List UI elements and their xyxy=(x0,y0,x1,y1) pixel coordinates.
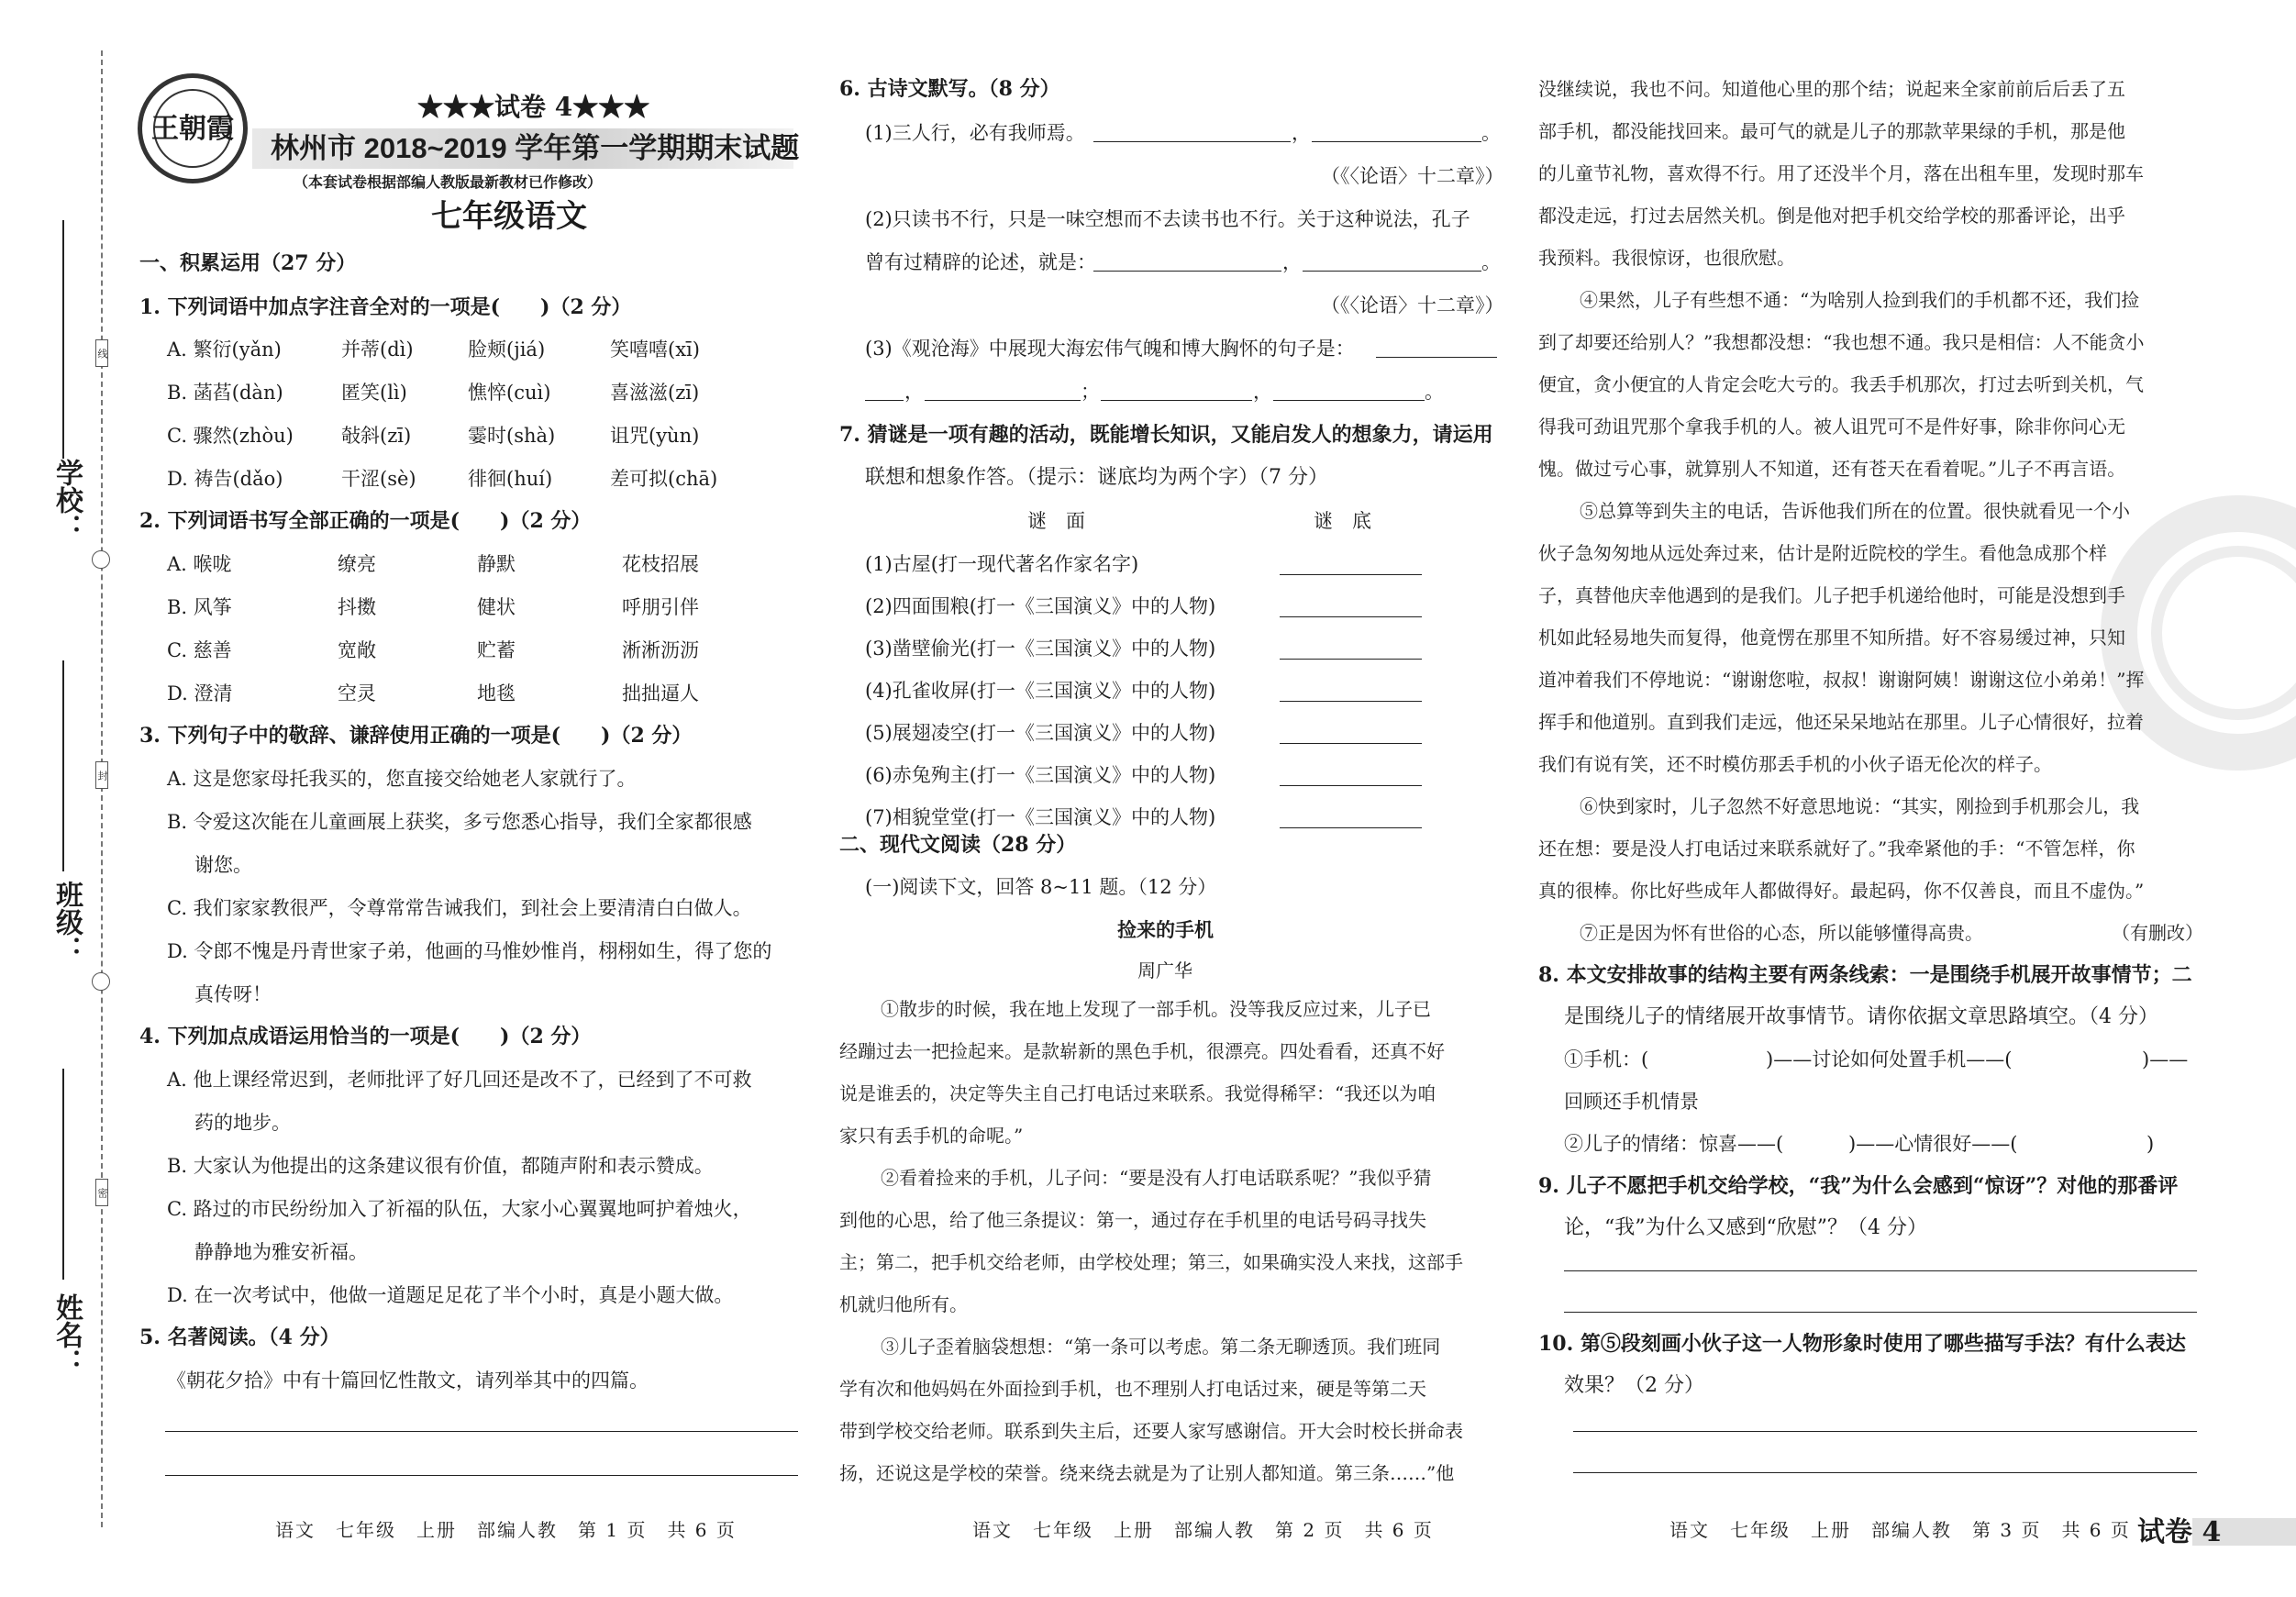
seal-mark-secret: 密 xyxy=(95,1179,108,1206)
page-footer: 语文 七年级 上册 部编人教 第 1 页 共 6 页 xyxy=(275,1519,737,1541)
q7-answer-blank[interactable] xyxy=(1280,574,1422,575)
q2-word: 地毯 xyxy=(477,682,516,704)
article-line: 没继续说，我也不问。知道他心里的那个结；说起来全家前前后后丢了五 xyxy=(1538,78,2125,100)
q1-word: 笑嘻嘻(xī) xyxy=(610,338,700,360)
q8-emotion-line: ) xyxy=(2146,1133,2155,1155)
article-line: 学有次和他妈妈在外面捡到手机，也不理别人打电话过来，硬是等第二天 xyxy=(839,1378,1426,1400)
q6-blank[interactable] xyxy=(865,400,904,401)
q1-word: 并蒂(dì) xyxy=(341,338,414,360)
article-line: 愧。做过亏心事，就算别人不知道，还有苍天在看着呢。”儿子不再言语。 xyxy=(1538,458,2126,480)
q2-word: 淅淅沥沥 xyxy=(622,639,699,661)
q8-emotion-line: ②儿子的情绪：惊喜——( xyxy=(1564,1133,1784,1155)
seal-mark-seal: 封 xyxy=(95,761,108,789)
class-label: 班级： xyxy=(50,881,83,963)
q7-answer-blank[interactable] xyxy=(1280,701,1422,702)
q2-word: 抖擞 xyxy=(338,596,376,618)
q10-stem: 10. 第⑤段刻画小伙子这一人物形象时使用了哪些描写手法？有什么表达 xyxy=(1538,1332,2186,1356)
article-line: 还在想：要是没人打电话过来联系就好了。”我牵紧他的手：“不管怎样，你 xyxy=(1538,837,2135,859)
section-2-heading: 二、现代文阅读（28 分） xyxy=(839,833,1077,857)
name-field[interactable] xyxy=(62,1069,64,1280)
q4-option-cont: 药的地步。 xyxy=(194,1112,291,1134)
article-line: 子，真替他庆幸他遇到的是我们。儿子把手机递给他时，可能是没想到手 xyxy=(1538,584,2125,606)
q1-word: 憔悴(cuì) xyxy=(468,382,551,404)
comma: ， xyxy=(1253,381,1272,403)
article-line: 真的很棒。你比好些成年人都做得好。最起码，你不仅善良，而且不虚伪。” xyxy=(1538,880,2145,902)
period: 。 xyxy=(1481,251,1501,273)
article-line: 到了却要还给别人？”我想都没想：“我也想不通。我只是相信：人不能贪小 xyxy=(1538,331,2145,353)
q10-stem-cont: 效果？（2 分） xyxy=(1564,1374,1704,1397)
q8-stem: 8. 本文安排故事的结构主要有两条线索：一是围绕手机展开故事情节；二 xyxy=(1538,963,2192,987)
q2-word: 缭亮 xyxy=(338,553,376,575)
q8-emotion-line: )——心情很好——( xyxy=(1848,1133,2018,1155)
q2-word: 拙拙逼人 xyxy=(622,682,699,704)
q8-phone-line-cont: 回顾还手机情景 xyxy=(1564,1091,1699,1113)
q7-answer-blank[interactable] xyxy=(1280,785,1422,786)
article-title: 捡来的手机 xyxy=(1117,918,1214,941)
article-line: 主；第二，把手机交给老师，由学校处理；第三，如果确实没人来找，这部手 xyxy=(839,1251,1463,1273)
q5-answer-line[interactable] xyxy=(165,1475,798,1476)
q6-source-1: （《〈论语〉十二章》） xyxy=(1321,165,1504,187)
q4-stem: 4. 下列加点成语运用恰当的一项是( )（2 分） xyxy=(139,1025,592,1048)
subject-title: 七年级语文 xyxy=(431,198,587,235)
q6-line-2a: (2)只读书不行，只是一味空想而不去读书也不行。关于这种说法，孔子 xyxy=(865,208,1470,230)
q3-option[interactable]: D. 令郎不愧是丹青世家子弟，他画的马惟妙惟肖，栩栩如生，得了您的 xyxy=(167,940,772,962)
q1-option[interactable]: D. 祷告(dǎo) xyxy=(167,468,283,490)
period: 。 xyxy=(1481,122,1501,144)
page-footer: 语文 七年级 上册 部编人教 第 2 页 共 6 页 xyxy=(972,1519,1434,1541)
exam-note: （本套试卷根据部编人教版最新教材已作修改） xyxy=(294,173,603,191)
q8-stem-cont: 是围绕儿子的情绪展开故事情节。请你依据文章思路填空。（4 分） xyxy=(1564,1005,2158,1028)
q3-option[interactable]: C. 我们家家教很严，令尊常常告诫我们，到社会上要清清白白做人。 xyxy=(167,897,752,919)
article-line: 到他的心思，给了他三条提议：第一，通过存在手机里的电话号码寻找失 xyxy=(839,1209,1426,1231)
q2-word: 健状 xyxy=(477,596,516,618)
article-line: 挥手和他道别。直到我们走远，他还呆呆地站在那里。儿子心情很好，拉着 xyxy=(1538,711,2144,733)
article-line: 伙子急匆匆地从远处奔过来，估计是附近院校的学生。看他急成那个样 xyxy=(1538,542,2107,564)
article-line: 带到学校交给老师。联系到失主后，还要人家写感谢信。开大会时校长拼命表 xyxy=(839,1420,1463,1442)
q1-word: 脸颊(jiá) xyxy=(468,338,546,360)
paper-tag: ★★★试卷 4★★★ xyxy=(417,92,650,122)
q7-stem: 7. 猜谜是一项有趣的活动，既能增长知识，又能启发人的想象力，请运用 xyxy=(839,423,1493,447)
binding-hole xyxy=(92,972,110,991)
article-line: 我预料。我很惊讶，也很欣慰。 xyxy=(1538,247,1795,269)
q3-option-cont: 真传呀！ xyxy=(194,983,272,1005)
article-line: ⑤总算等到失主的电话，告诉他我们所在的位置。很快就看见一个小 xyxy=(1580,500,2130,522)
q6-blank[interactable] xyxy=(1273,400,1425,401)
q4-option[interactable]: C. 路过的市民纷纷加入了祈福的队伍，大家小心翼翼地呵护着烛火， xyxy=(167,1198,752,1220)
q2-option[interactable]: D. 澄清 xyxy=(167,682,233,704)
article-line: 说是谁丢的，决定等失主自己打电话过来联系。我觉得稀罕：“我还以为咱 xyxy=(839,1082,1436,1104)
q7-answer-blank[interactable] xyxy=(1280,743,1422,744)
article-line: 机如此轻易地失而复得，他竟愣在那里不知所措。好不容易缓过神，只知 xyxy=(1538,627,2125,649)
q1-option[interactable]: C. 骤然(zhòu) xyxy=(167,425,294,447)
q1-word: 差可拟(chā) xyxy=(610,468,718,490)
q7-answer-header: 谜 底 xyxy=(1314,510,1371,532)
q2-word: 呼朋引伴 xyxy=(622,596,699,618)
q9-answer-line[interactable] xyxy=(1564,1312,2197,1313)
q7-riddle: (7)相貌堂堂(打一《三国演义》中的人物) xyxy=(865,806,1216,828)
q1-option[interactable]: A. 繁衍(yǎn) xyxy=(167,338,282,360)
q3-option-cont: 谢您。 xyxy=(194,854,252,876)
class-field[interactable] xyxy=(62,660,64,871)
q6-blank[interactable] xyxy=(1376,357,1497,358)
q2-word: 花枝招展 xyxy=(622,553,699,575)
page-footer: 语文 七年级 上册 部编人教 第 3 页 共 6 页 xyxy=(1669,1519,2131,1541)
brand-logo xyxy=(138,73,248,183)
school-label: 学校： xyxy=(50,459,83,541)
q8-phone-line: ①手机：( xyxy=(1564,1048,1649,1070)
q7-riddle: (1)古屋(打一现代著名作家名字) xyxy=(865,553,1139,575)
q3-option[interactable]: B. 令爱这次能在儿童画展上获奖，多亏您悉心指导，我们全家都很感 xyxy=(167,811,752,833)
q6-blank[interactable] xyxy=(1303,271,1481,272)
q1-option[interactable]: B. 菡萏(dàn) xyxy=(167,382,283,404)
q6-blank[interactable] xyxy=(925,400,1081,401)
q7-riddle: (4)孔雀收屏(打一《三国演义》中的人物) xyxy=(865,680,1216,702)
q6-line-1: (1)三人行，必有我师焉。 xyxy=(865,122,1085,144)
period: 。 xyxy=(1425,381,1444,403)
q8-phone-line: )——讨论如何处置手机——( xyxy=(1766,1048,2013,1070)
article-note: （有删改） xyxy=(2112,922,2203,944)
q1-word: 喜滋滋(zī) xyxy=(610,382,700,404)
q7-answer-blank[interactable] xyxy=(1280,616,1422,617)
q5-answer-line[interactable] xyxy=(165,1431,798,1432)
q2-word: 空灵 xyxy=(338,682,376,704)
article-line: ②看着捡来的手机，儿子问：“要是没有人打电话联系呢？”我似乎猜 xyxy=(881,1167,1432,1189)
q8-phone-line: )—— xyxy=(2142,1048,2189,1070)
article-line: 经蹦过去一把捡起来。是款崭新的黑色手机，很漂亮。四处看看，还真不好 xyxy=(839,1040,1445,1062)
q2-option[interactable]: A. 喉咙 xyxy=(167,553,232,575)
q3-stem: 3. 下列句子中的敬辞、谦辞使用正确的一项是( )（2 分） xyxy=(139,724,693,748)
brand-logo-text: 王朝霞 xyxy=(151,113,234,145)
q4-option-cont: 静静地为雅安祈福。 xyxy=(194,1241,368,1263)
q6-line-2b: 曾有过精辟的论述，就是： xyxy=(865,251,1096,273)
q1-word: 诅咒(yùn) xyxy=(610,425,700,447)
q5-text: 《朝花夕拾》中有十篇回忆性散文，请列举其中的四篇。 xyxy=(167,1370,649,1392)
q7-riddle: (3)凿壁偷光(打一《三国演义》中的人物) xyxy=(865,638,1216,660)
semicolon: ； xyxy=(1081,381,1100,403)
q2-option[interactable]: B. 风筝 xyxy=(167,596,232,618)
q10-answer-line[interactable] xyxy=(1573,1472,2197,1473)
binding-hole xyxy=(92,550,110,569)
q4-option[interactable]: A. 他上课经常迟到，老师批评了好几回还是改不了，已经到了不可救 xyxy=(167,1069,752,1091)
q1-word: 霎时(shà) xyxy=(468,425,556,447)
q1-word: 徘徊(huí) xyxy=(468,468,553,490)
article-line: ⑥快到家时，儿子忽然不好意思地说：“其实，刚捡到手机那会儿，我 xyxy=(1580,795,2140,817)
q9-answer-line[interactable] xyxy=(1564,1270,2197,1271)
article-line: 都没走远，打过去居然关机。倒是他对把手机交给学校的那番评论，出乎 xyxy=(1538,205,2125,227)
article-line: 家只有丢手机的命呢。” xyxy=(839,1125,1024,1147)
q10-answer-line[interactable] xyxy=(1573,1431,2197,1432)
section-1-heading: 一、积累运用（27 分） xyxy=(139,251,357,275)
q2-option[interactable]: C. 慈善 xyxy=(167,639,232,661)
q6-stem: 6. 古诗文默写。（8 分） xyxy=(839,77,1060,101)
q6-blank[interactable] xyxy=(1093,141,1291,142)
q9-stem: 9. 儿子不愿把手机交给学校，“我”为什么会感到“惊讶”？对他的那番评 xyxy=(1538,1174,2179,1198)
q3-option[interactable]: A. 这是您家母托我买的，您直接交给她老人家就行了。 xyxy=(167,768,637,790)
q4-option[interactable]: D. 在一次考试中，他做一道题足足花了半个小时，真是小题大做。 xyxy=(167,1284,734,1306)
comma: ， xyxy=(1292,122,1311,144)
q1-word: 干涩(sè) xyxy=(341,468,416,490)
school-field[interactable] xyxy=(62,220,64,459)
article-line: 的儿童节礼物，喜欢得不行。用了还没半个月，落在出租车里，发现时那车 xyxy=(1538,162,2144,184)
article-line: 部手机，都没能找回来。最可气的就是儿子的那款苹果绿的手机，那是他 xyxy=(1538,120,2125,142)
q7-answer-blank[interactable] xyxy=(1280,827,1422,828)
q6-blank[interactable] xyxy=(1312,141,1481,142)
exam-title: 林州市 2018~2019 学年第一学期期末试题 xyxy=(271,132,800,164)
name-label: 姓名： xyxy=(50,1293,83,1376)
q2-word: 贮蓄 xyxy=(477,639,516,661)
q1-word: 匿笑(lì) xyxy=(341,382,407,404)
q4-option[interactable]: B. 大家认为他提出的这条建议很有价值，都随声附和表示赞成。 xyxy=(167,1155,714,1177)
article-line: 我们有说有笑，还不时模仿那丢手机的小伙子语无伦次的样子。 xyxy=(1538,753,2052,775)
q1-word: 敧斜(zī) xyxy=(341,425,412,447)
q6-line-3: (3)《观沧海》中展现大海宏伟气魄和博大胸怀的句子是： xyxy=(865,338,1355,360)
article-line: 道冲着我们不停地说：“谢谢您啦，叔叔！谢谢阿姨！谢谢这位小弟弟！”挥 xyxy=(1538,669,2145,691)
article-line: ④果然，儿子有些想不通：“为啥别人捡到我们的手机都不还，我们捡 xyxy=(1580,289,2140,311)
q6-blank[interactable] xyxy=(1101,400,1252,401)
reading-part-1-intro: (一)阅读下文，回答 8~11 题。（12 分） xyxy=(865,876,1217,898)
q1-stem: 1. 下列词语中加点字注音全对的一项是( )（2 分） xyxy=(139,295,632,319)
binding-dashed-line xyxy=(101,50,103,1527)
article-line: ①散步的时候，我在地上发现了一部手机。没等我反应过来，儿子已 xyxy=(881,998,1431,1020)
article-line: ③儿子歪着脑袋想想：“第一条可以考虑。第二条无聊透顶。我们班同 xyxy=(881,1336,1441,1358)
q6-blank[interactable] xyxy=(1093,271,1281,272)
q9-stem-cont: 论，“我”为什么又感到“欣慰”？（4 分） xyxy=(1564,1216,1927,1239)
article-line: 得我可劲诅咒那个拿我手机的人。被人诅咒可不是件好事，除非你问心无 xyxy=(1538,416,2125,438)
article-author: 周广华 xyxy=(1137,959,1192,981)
q2-word: 静默 xyxy=(477,553,516,575)
comma: ， xyxy=(904,381,924,403)
q7-answer-blank[interactable] xyxy=(1280,659,1422,660)
q7-riddle: (5)展翅凌空(打一《三国演义》中的人物) xyxy=(865,722,1216,744)
article-line: 机就归他所有。 xyxy=(839,1293,968,1315)
q7-riddle: (2)四面围粮(打一《三国演义》中的人物) xyxy=(865,595,1216,617)
seal-mark-line: 线 xyxy=(95,339,108,367)
q6-source-2: （《〈论语〉十二章》） xyxy=(1321,294,1504,316)
q7-stem-cont: 联想和想象作答。（提示：谜底均为两个字）（7 分） xyxy=(865,466,1328,489)
article-line: 便宜，贪小便宜的人肯定会吃大亏的。我丢手机那次，打过去听到关机，气 xyxy=(1538,373,2144,395)
q5-stem: 5. 名著阅读。（4 分） xyxy=(139,1325,340,1349)
q2-stem: 2. 下列词语书写全部正确的一项是( )（2 分） xyxy=(139,509,592,533)
comma: ， xyxy=(1282,251,1302,273)
q2-word: 宽敞 xyxy=(338,639,376,661)
article-line: 扬，还说这是学校的荣誉。绕来绕去就是为了让别人都知道。第三条……”他 xyxy=(839,1462,1455,1484)
q7-riddle-header: 谜 面 xyxy=(1027,510,1085,532)
article-line: ⑦正是因为怀有世俗的心态，所以能够懂得高贵。 xyxy=(1580,922,1983,944)
footer-paper-tag: 试卷 4 xyxy=(2137,1516,2222,1548)
q7-riddle: (6)赤兔殉主(打一《三国演义》中的人物) xyxy=(865,764,1216,786)
